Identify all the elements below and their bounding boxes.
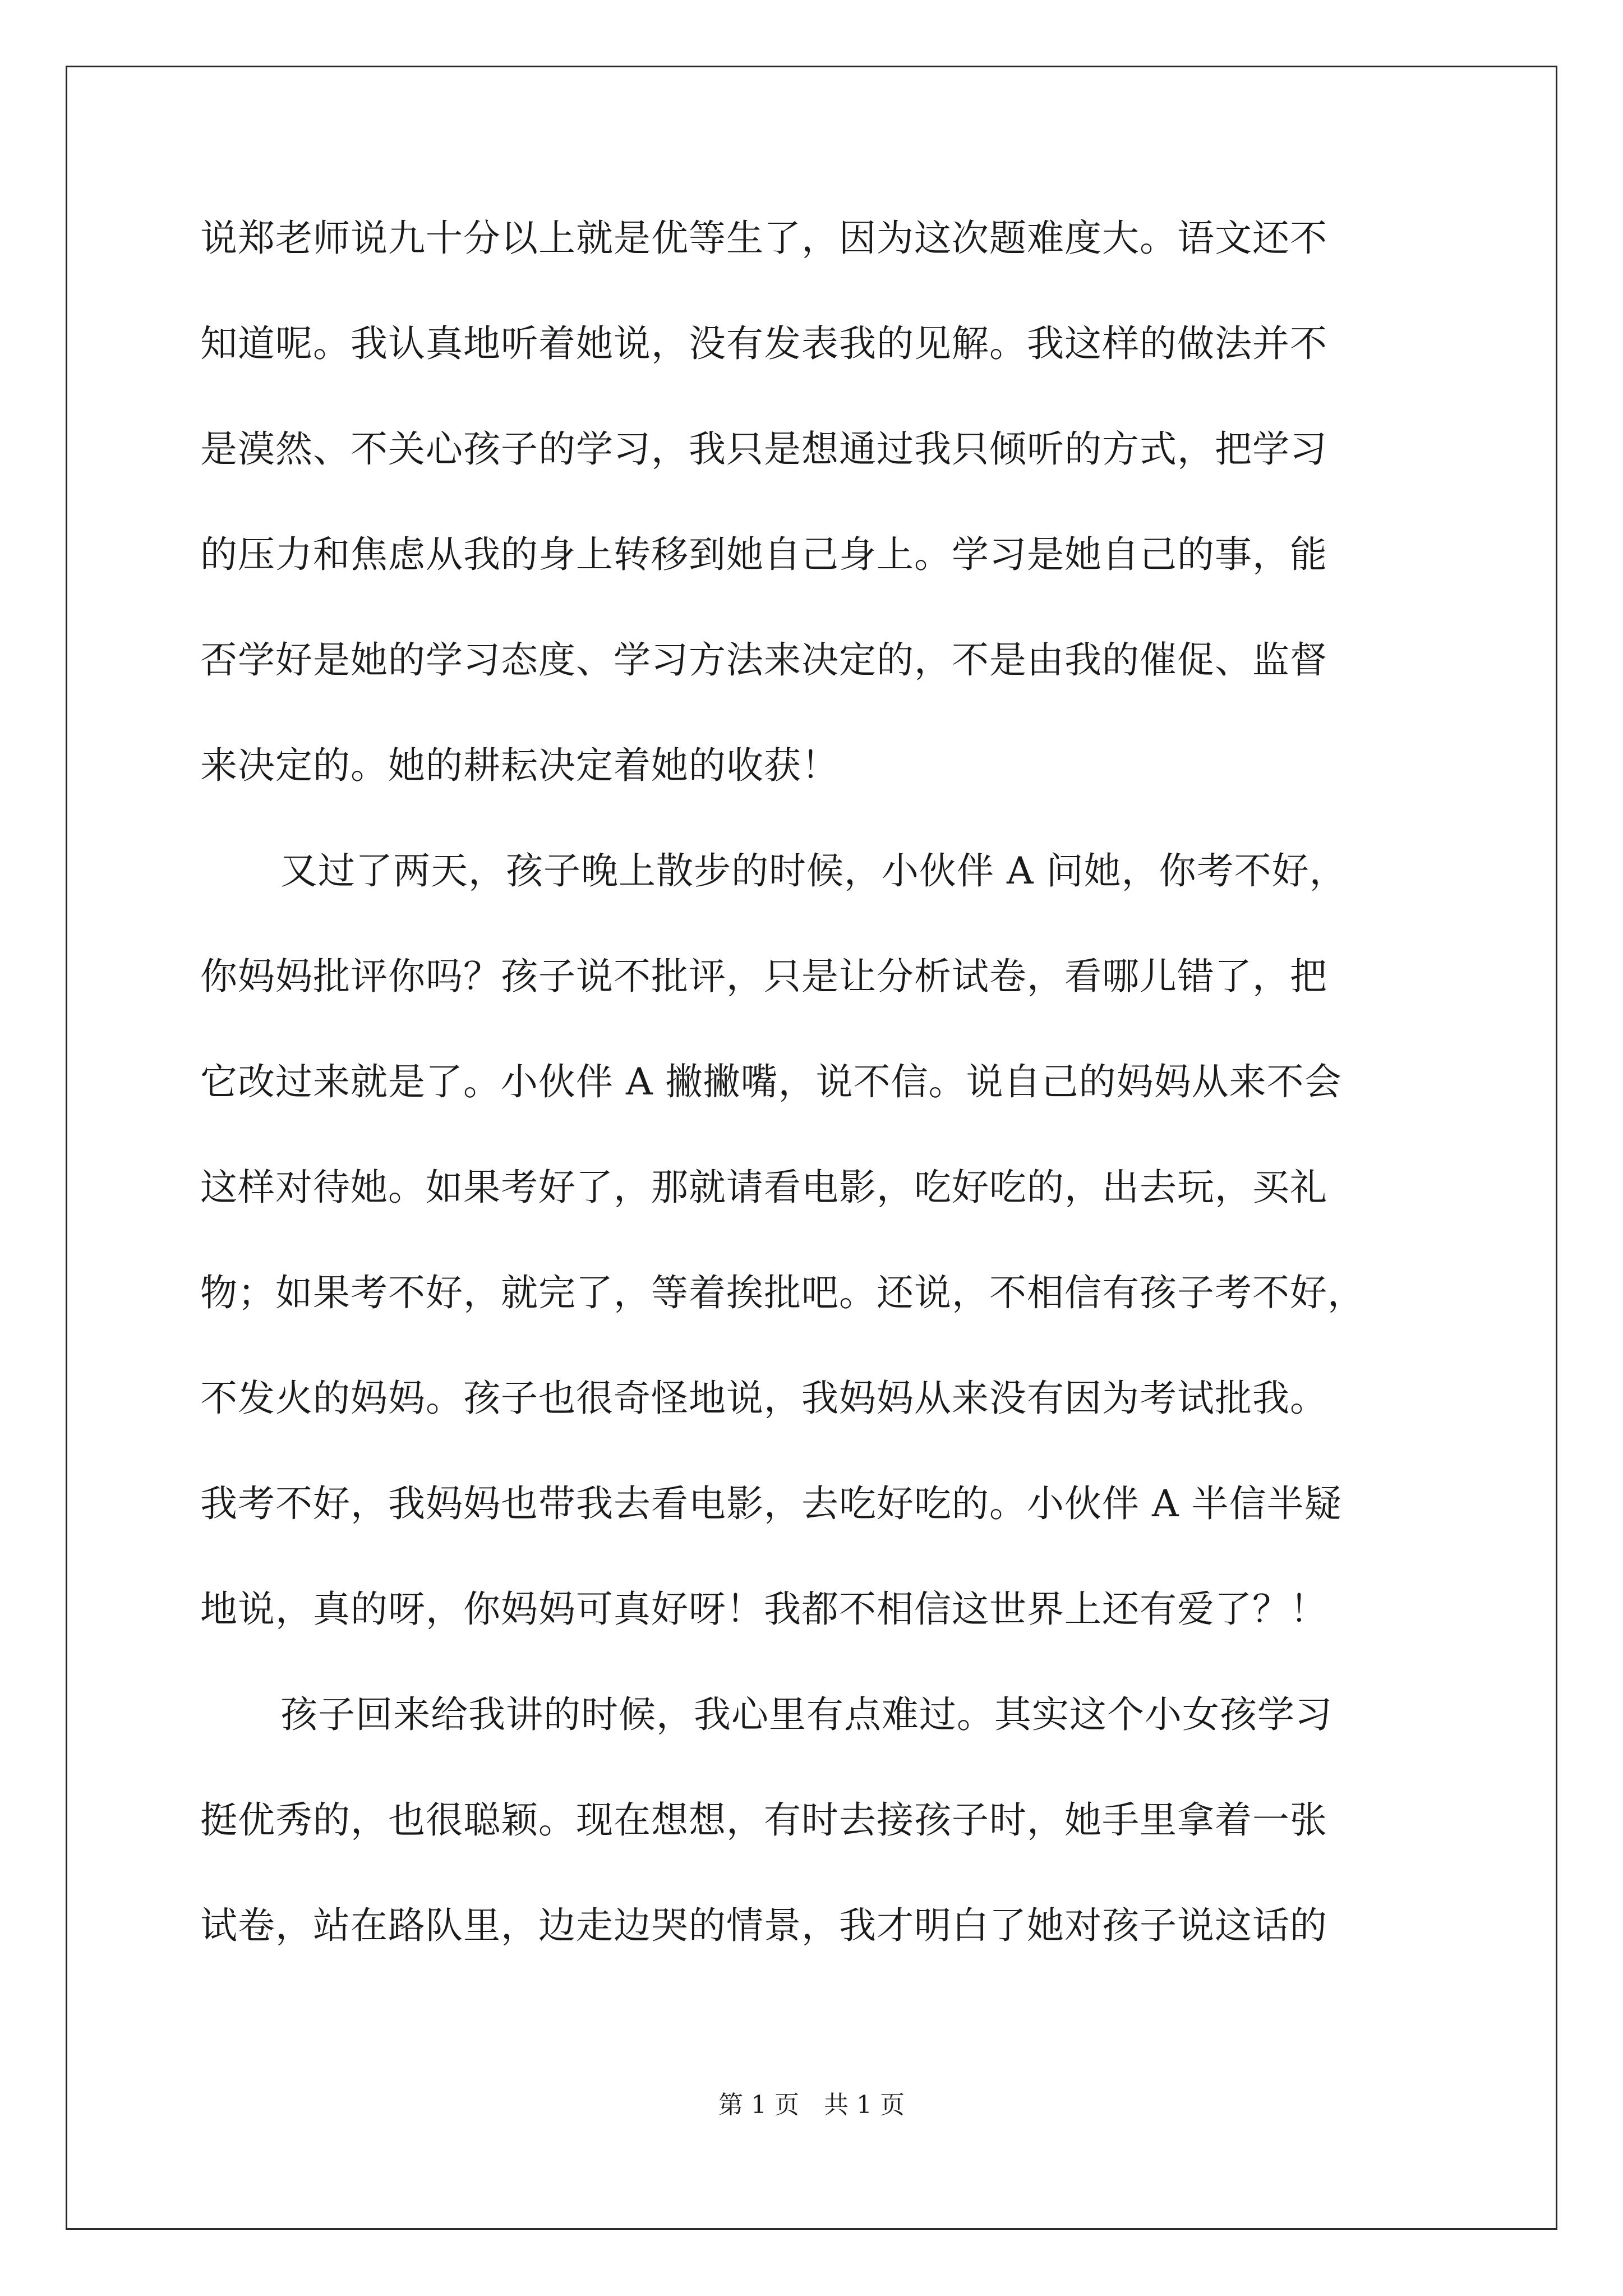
text-line: 这样对待她。如果考好了，那就请看电影，吃好吃的，出去玩，买礼 xyxy=(200,1166,1327,1209)
text-line: 试卷，站在路队里，边走边哭的情景，我才明白了她对孩子说这话的 xyxy=(200,1904,1327,1947)
paragraph-start-line: 孩子回来给我讲的时候，我心里有点难过。其实这个小女孩学习 xyxy=(280,1693,1332,1736)
text-line: 挺优秀的，也很聪颖。现在想想，有时去接孩子时，她手里拿着一张 xyxy=(200,1798,1327,1842)
document-body xyxy=(200,219,1434,2012)
text-line: 说郑老师说九十分以上就是优等生了，因为这次题难度大。语文还不 xyxy=(200,217,1327,260)
text-line: 否学好是她的学习态度、学习方法来决定的，不是由我的催促、监督 xyxy=(200,638,1327,682)
text-line: 是漠然、不关心孩子的学习，我只是想通过我只倾听的方式，把学习 xyxy=(200,427,1327,471)
text-line: 你妈妈批评你吗？孩子说不批评，只是让分析试卷，看哪儿错了，把 xyxy=(200,955,1327,998)
text-line: 我考不好，我妈妈也带我去看电影，去吃好吃的。小伙伴 A 半信半疑 xyxy=(200,1482,1342,1525)
text-line: 它改过来就是了。小伙伴 A 撇撇嘴，说不信。说自己的妈妈从来不会 xyxy=(200,1060,1342,1103)
paragraph-start-line: 又过了两天，孩子晚上散步的时候，小伙伴 A 问她，你考不好， xyxy=(280,849,1347,892)
page-number-footer: 第 1 页 共 1 页 xyxy=(718,2091,905,2119)
text-line: 来决定的。她的耕耘决定着她的收获！ xyxy=(200,744,839,787)
text-line: 物；如果考不好，就完了，等着挨批吧。还说，不相信有孩子考不好， xyxy=(200,1271,1365,1314)
text-line: 地说，真的呀，你妈妈可真好呀！我都不相信这世界上还有爱了？！ xyxy=(200,1588,1327,1631)
text-line: 的压力和焦虑从我的身上转移到她自己身上。学习是她自己的事，能 xyxy=(200,533,1327,576)
text-line: 不发火的妈妈。孩子也很奇怪地说，我妈妈从来没有因为考试批我。 xyxy=(200,1377,1327,1420)
text-line: 知道呢。我认真地听着她说，没有发表我的见解。我这样的做法并不 xyxy=(200,322,1327,365)
